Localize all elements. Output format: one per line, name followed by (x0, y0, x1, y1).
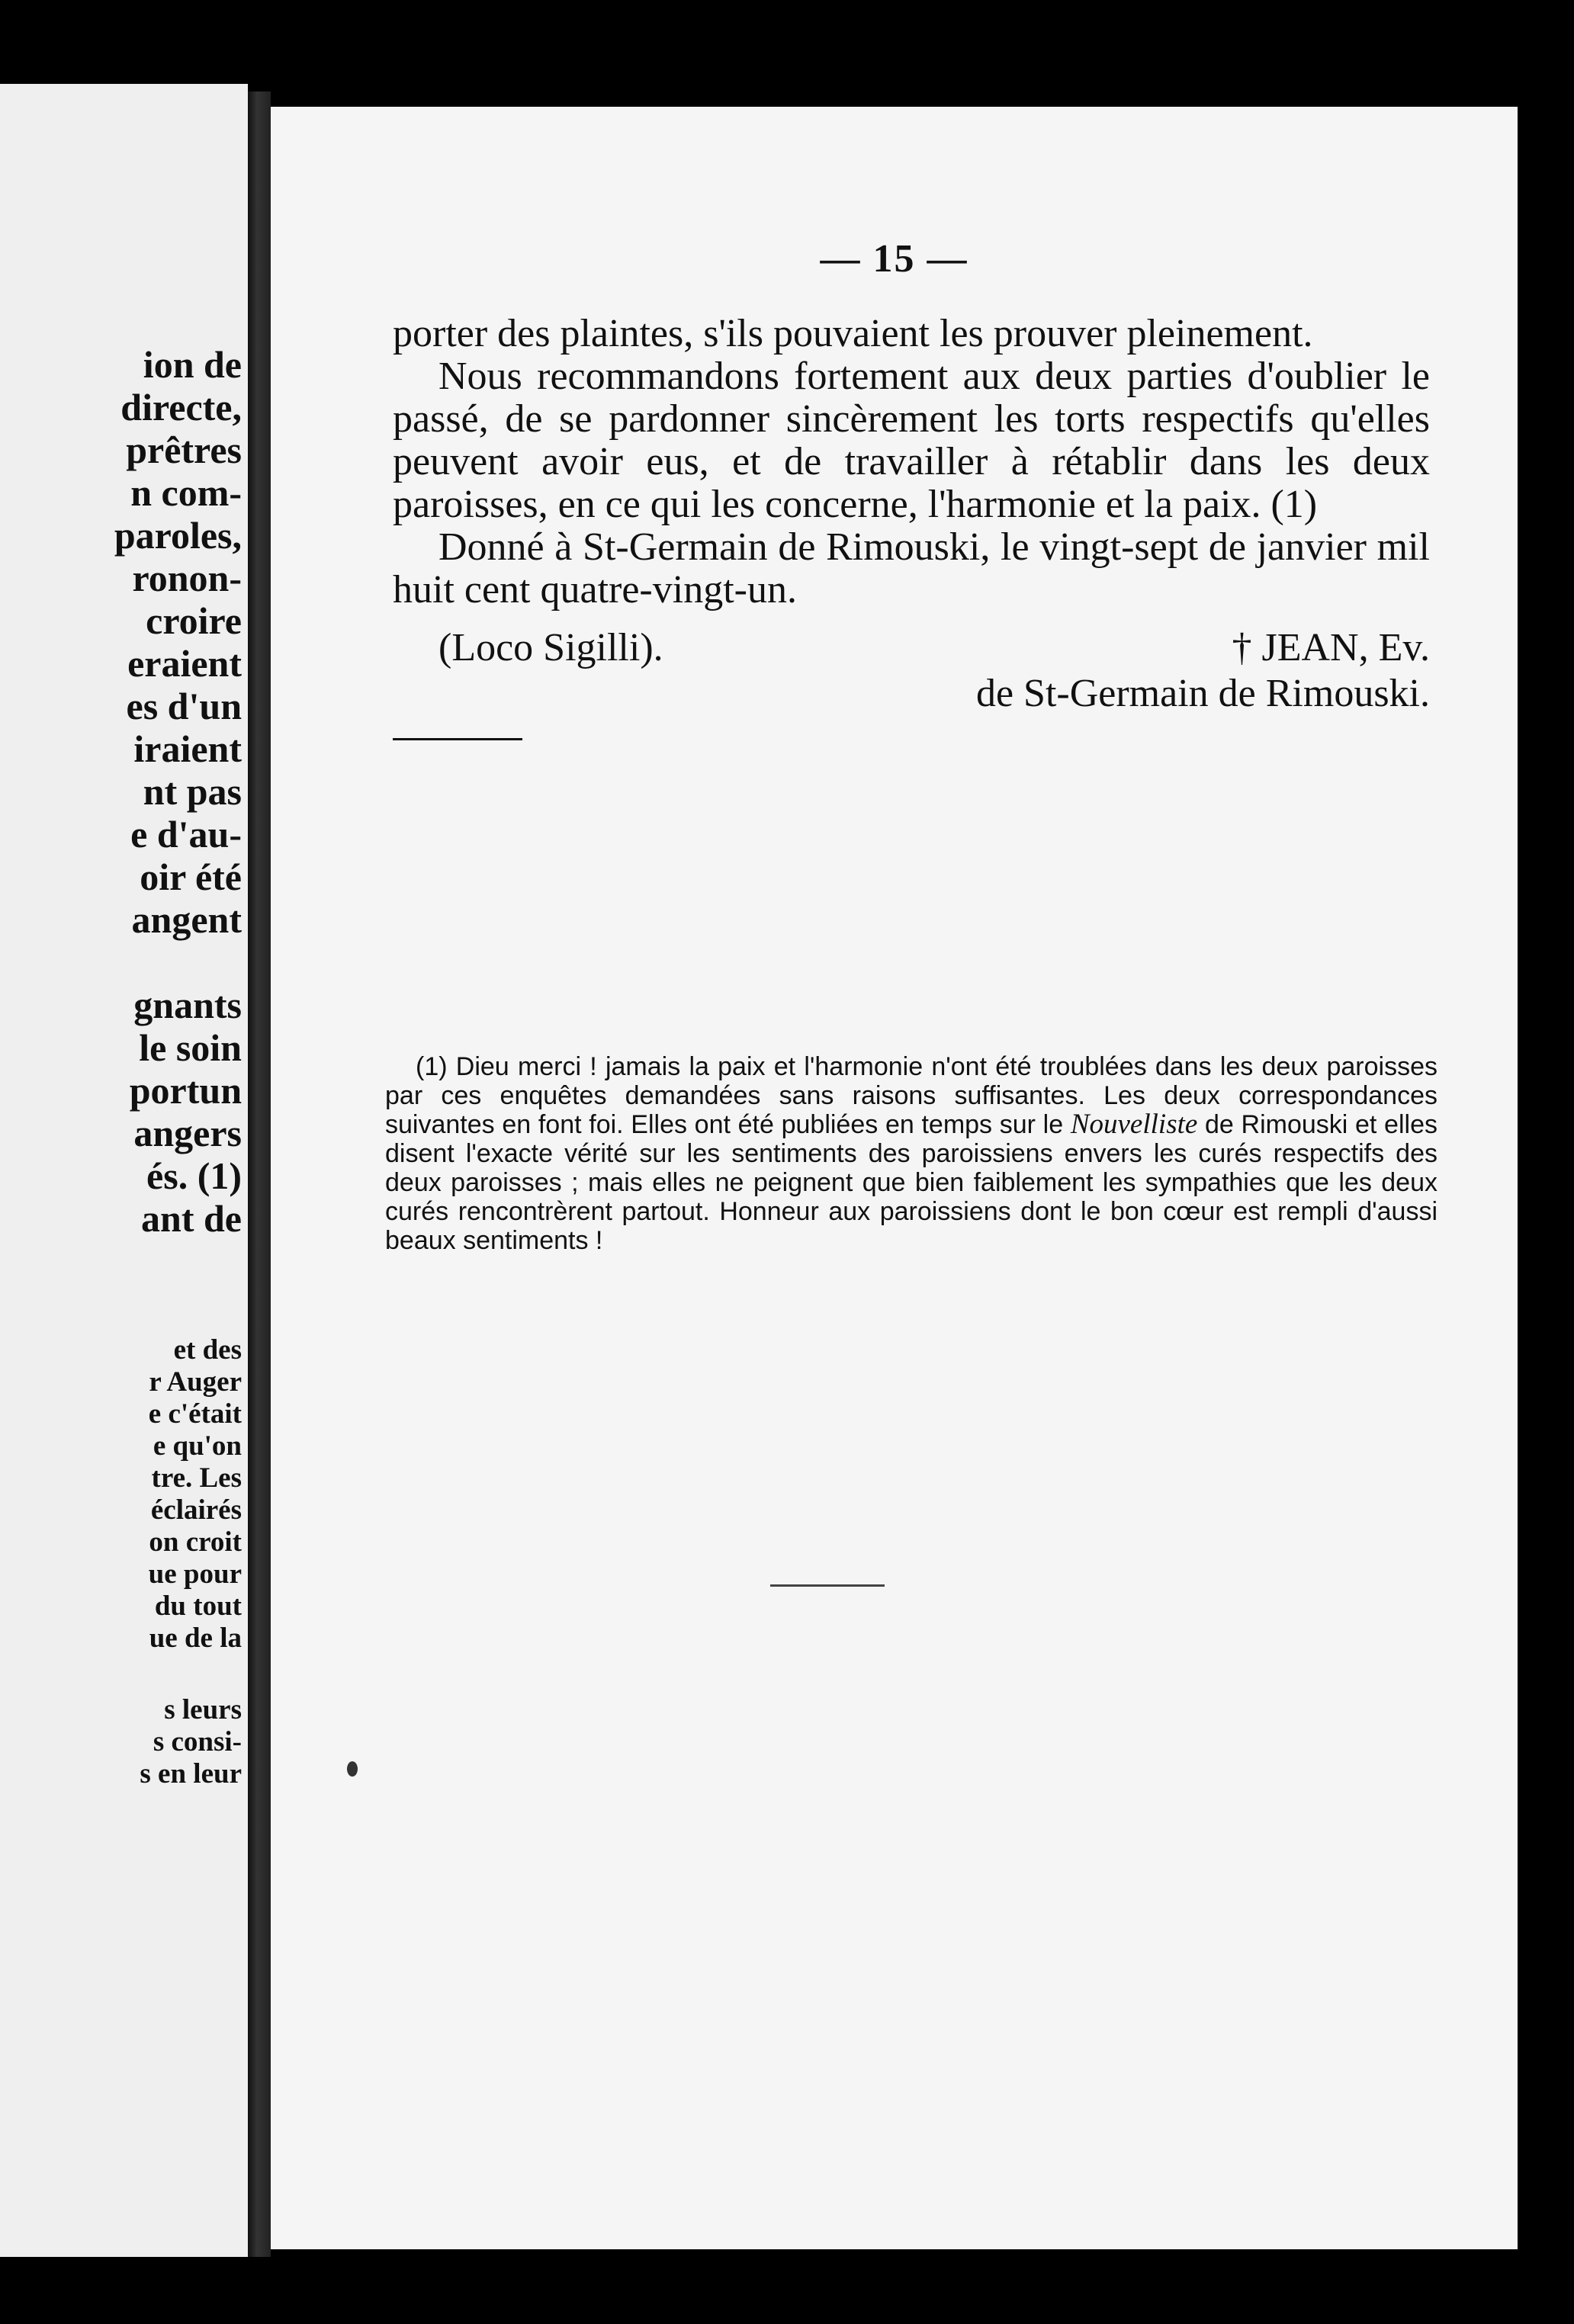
left-page-line: tre. Les (151, 1462, 242, 1494)
ink-speck (347, 1761, 358, 1777)
left-page-line: s en leur (140, 1758, 242, 1790)
left-page-small-text-2 (140, 1694, 242, 1790)
left-page-line: iraient (133, 727, 242, 770)
left-page-line: croire (146, 599, 242, 642)
seal-text: (Loco Sigilli). (438, 626, 663, 669)
left-page-line: nt pas (143, 770, 242, 813)
left-page-line: angers (133, 1112, 242, 1154)
right-page (271, 107, 1518, 2249)
left-page-line: angent (131, 898, 242, 941)
left-page-line: ronon- (132, 557, 242, 599)
footnote (385, 1052, 1437, 1255)
left-page-line: e d'au- (130, 813, 242, 855)
paragraph-2: Nous recommandons fortement aux deux parties d'oublier le passé, de se pardonner sincèrement les torts respectifs qu'elles peuvent avoir eus, et de travailler à rétablir dans les deux paroisses, en ce qui les concerne, l'harmonie et la paix. (1) (393, 355, 1430, 526)
book-gutter (248, 91, 271, 2257)
left-page-large-text (114, 343, 242, 1240)
left-page-line: oir été (140, 855, 242, 898)
left-page-line: gnants (133, 984, 242, 1026)
left-page-line: és. (1) (146, 1154, 242, 1197)
left-page-line: le soin (139, 1026, 242, 1069)
paragraph-1: porter des plaintes, s'ils pouvaient les prouver pleinement. (393, 312, 1313, 355)
left-page-line: s consi- (153, 1726, 242, 1757)
left-page-line: directe, (120, 386, 242, 429)
footnote-rule (393, 738, 522, 740)
left-page-line: portun (129, 1069, 242, 1112)
left-page-line: es d'un (126, 685, 242, 727)
page-number: — 15 — (820, 237, 968, 281)
footnote-text (385, 1052, 1437, 1255)
footnote-text-before: (1) Dieu merci ! jamais la paix et l'harmonie n'ont été troublées dans les deux paroisses par ces enquêtes demandées sans raisons suffisantes. Les deux correspondances suivantes en font foi. Elles ont été publiées en temps sur le (385, 1052, 1437, 1139)
signature-row (393, 627, 1430, 672)
main-text (393, 313, 1430, 740)
left-page-line: eraient (127, 642, 242, 685)
footnote-italic: Nouvelliste (1070, 1109, 1198, 1140)
left-page-line (114, 941, 242, 984)
paragraph-3: Donné à St-Germain de Rimouski, le vingt-sept de janvier mil huit cent quatre-vingt-un. (393, 525, 1430, 611)
left-page-line: ue de la (149, 1623, 242, 1654)
left-page-line: prêtres (126, 429, 242, 471)
left-page-line: e qu'on (153, 1430, 242, 1462)
end-rule (770, 1584, 885, 1587)
left-page-line: du tout (154, 1591, 242, 1622)
left-page-line: n com- (130, 471, 242, 514)
left-page-line: et des (173, 1334, 242, 1366)
left-page-line: r Auger (149, 1366, 242, 1398)
signer-title: de St-Germain de Rimouski. (975, 672, 1430, 715)
left-page-line: ue pour (148, 1558, 242, 1590)
left-page-line: on croit (149, 1526, 242, 1558)
left-page-small-text (149, 1334, 242, 1655)
left-page-fragment (0, 84, 248, 2257)
left-page-line: paroles, (114, 514, 242, 557)
signer-name: † JEAN, Ev. (1232, 626, 1430, 669)
left-page-line: e c'était (148, 1398, 242, 1430)
left-page-line: s leurs (164, 1694, 242, 1725)
left-page-line: ion de (143, 343, 242, 386)
left-page-line: éclairés (150, 1494, 242, 1526)
left-page-line: ant de (141, 1197, 242, 1240)
footnote-text-after: de Rimouski et elles disent l'exacte vérité sur les sentiments des paroissiens envers les curés respectifs des deux paroisses ; mais elles ne peignent que bien faiblement les sympathies que les deux curés rencontrèrent partout. Honneur aux paroissiens dont le bon cœur est rempli d'aussi beaux sentiments ! (385, 1110, 1437, 1255)
